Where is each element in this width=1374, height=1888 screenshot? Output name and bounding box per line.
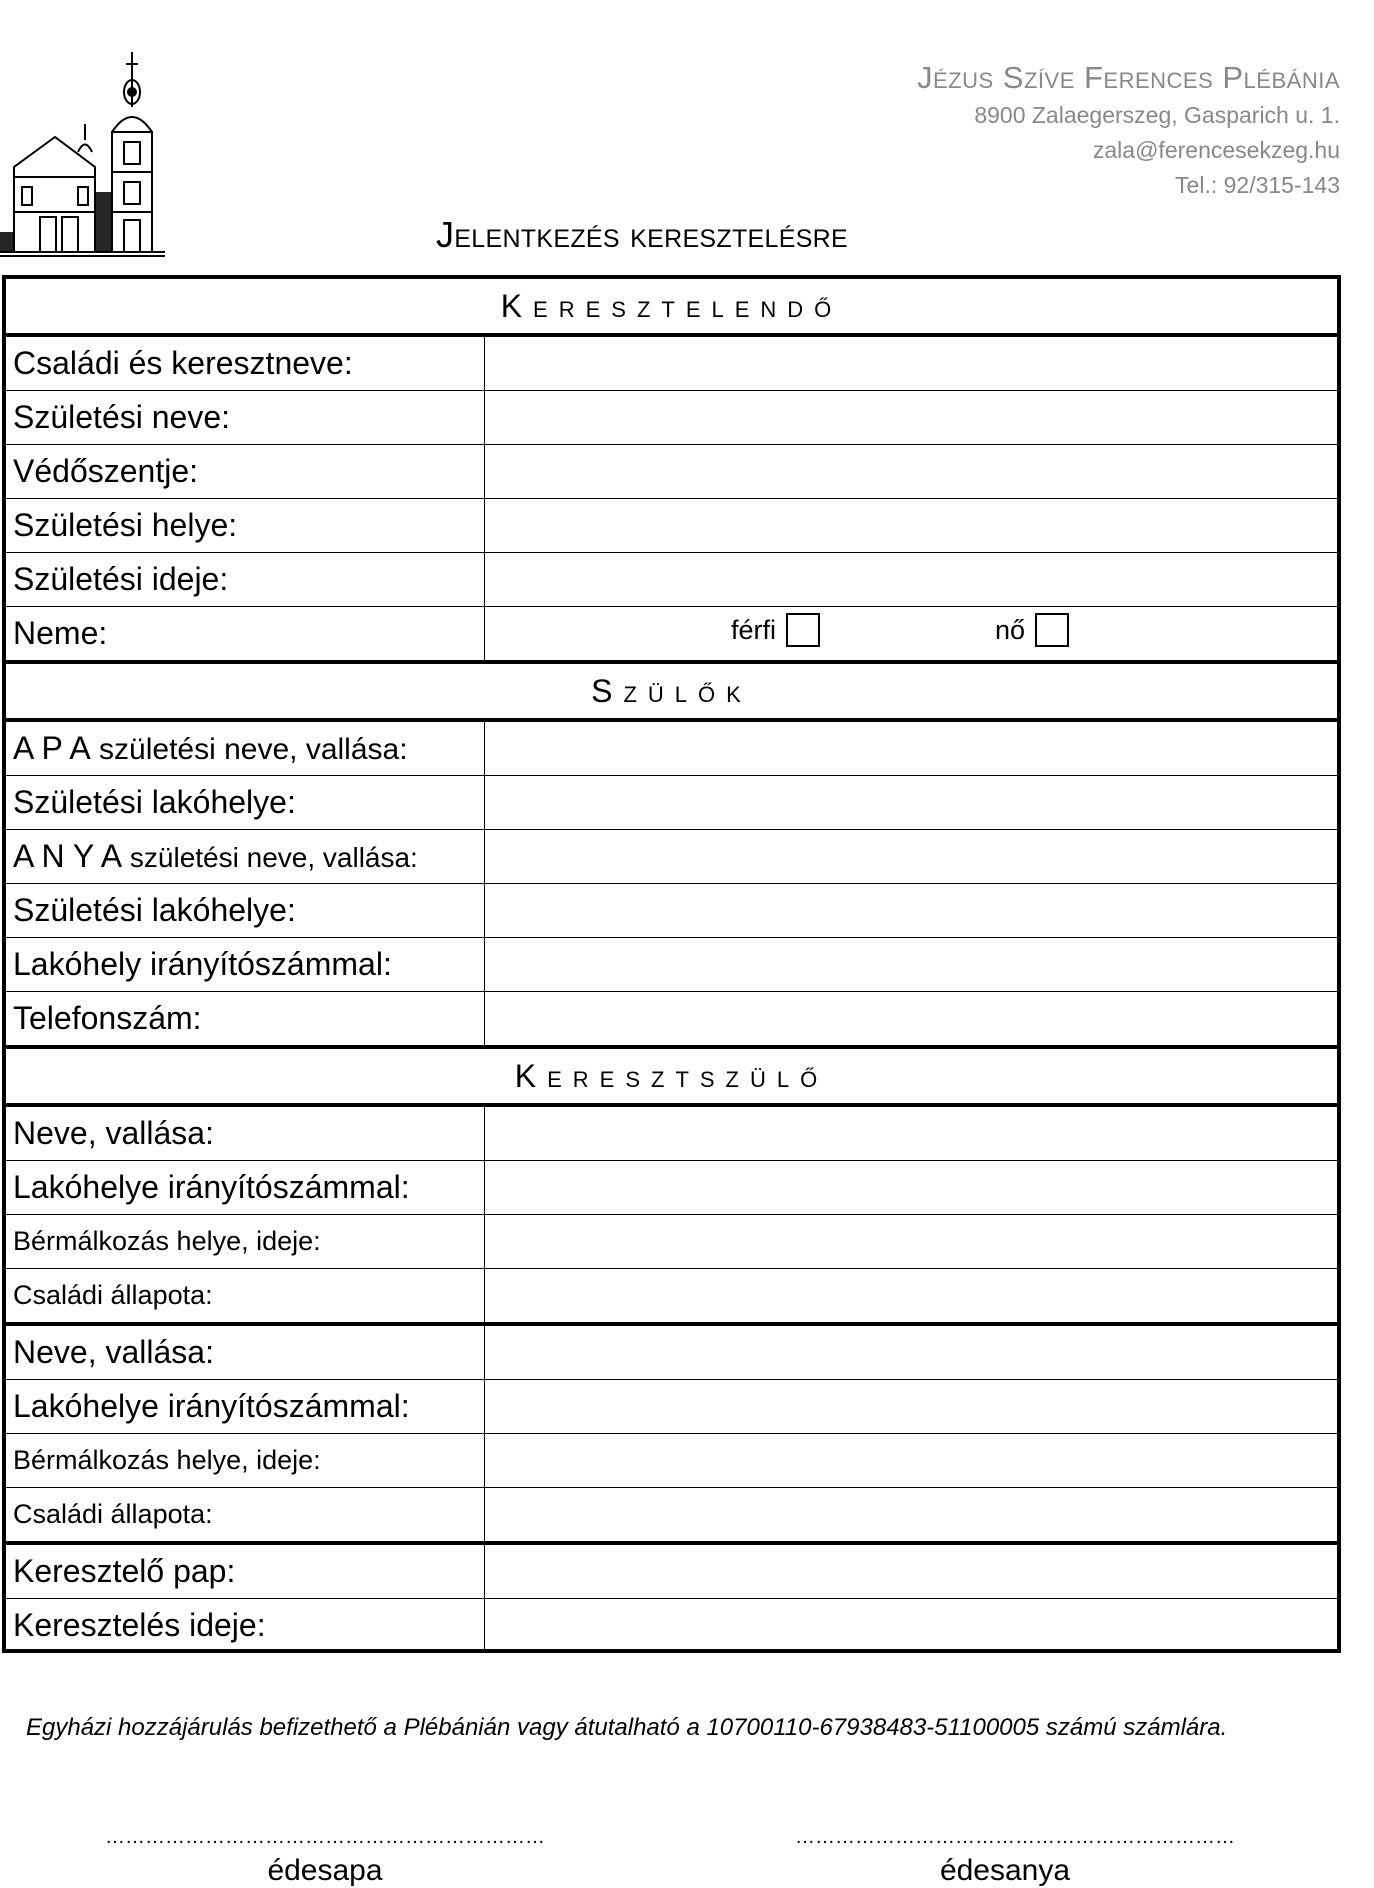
father-signature <box>105 1828 545 1888</box>
parish-phone: Tel.: 92/315-143 <box>1175 172 1340 198</box>
form-row <box>3 1434 1341 1488</box>
field-label: Bérmálkozás helye, ideje: <box>3 1215 485 1269</box>
father-label: születési neve, vallása: <box>90 733 408 766</box>
female-checkbox[interactable] <box>1035 613 1069 647</box>
parish-header <box>917 58 1340 203</box>
mother-residence-field[interactable] <box>485 884 1341 938</box>
birth-place-field[interactable] <box>485 499 1341 553</box>
field-label: Születési ideje: <box>3 553 485 607</box>
form-row <box>3 445 1341 499</box>
document-title: Jelentkezés keresztelésre <box>436 214 849 255</box>
field-label: Bérmálkozás helye, ideje: <box>3 1434 485 1488</box>
gender-male-option[interactable] <box>731 613 820 647</box>
section-header-godparent <box>3 1047 1341 1105</box>
section-header-candidate <box>3 277 1341 335</box>
form-row <box>3 499 1341 553</box>
field-label: Keresztelő pap: <box>3 1543 485 1599</box>
field-label: Családi állapota: <box>3 1488 485 1544</box>
parish-address: 8900 Zalaegerszeg, Gasparich u. 1. <box>974 102 1340 128</box>
form-row <box>3 553 1341 607</box>
godparent1-marital-field[interactable] <box>485 1269 1341 1325</box>
field-label: Keresztelés ideje: <box>3 1599 485 1653</box>
form-row <box>3 1599 1341 1653</box>
godparent2-name-field[interactable] <box>485 1324 1341 1380</box>
form-row <box>3 1324 1341 1380</box>
parish-email: zala@ferencesekzeg.hu <box>1092 137 1340 163</box>
priest-field[interactable] <box>485 1543 1341 1599</box>
father-signature-label: édesapa <box>267 1854 383 1887</box>
phone-field[interactable] <box>485 992 1341 1048</box>
gender-field <box>485 607 1341 663</box>
field-label: Lakóhelye irányítószámmal: <box>3 1380 485 1434</box>
godparent2-address-field[interactable] <box>485 1380 1341 1434</box>
form-row <box>3 1161 1341 1215</box>
field-label: Lakóhely irányítószámmal: <box>3 938 485 992</box>
section-heading: Keresztszülő <box>3 1047 1341 1105</box>
section-heading: Szülők <box>3 662 1341 720</box>
gender-female-option[interactable] <box>995 613 1069 647</box>
form-row <box>3 335 1341 391</box>
form-row <box>3 1105 1341 1161</box>
field-label: Születési lakóhelye: <box>3 776 485 830</box>
field-label: Születési helye: <box>3 499 485 553</box>
patron-saint-field[interactable] <box>485 445 1341 499</box>
form-row <box>3 1488 1341 1544</box>
field-label: Védőszentje: <box>3 445 485 499</box>
form-row <box>3 884 1341 938</box>
godparent2-marital-field[interactable] <box>485 1488 1341 1544</box>
father-name-field[interactable] <box>485 720 1341 776</box>
field-label: Születési neve: <box>3 391 485 445</box>
section-heading: Keresztelendő <box>3 277 1341 335</box>
signature-line: ………………………………………………………… <box>105 1826 545 1848</box>
form-row <box>3 391 1341 445</box>
form-row <box>3 607 1341 663</box>
female-label: nő <box>995 614 1026 645</box>
field-label: Családi állapota: <box>3 1269 485 1325</box>
mother-signature <box>795 1826 1235 1888</box>
signature-line: ………………………………………………………… <box>795 1826 1235 1848</box>
field-label: Telefonszám: <box>3 992 485 1048</box>
godparent1-confirmation-field[interactable] <box>485 1215 1341 1269</box>
field-label <box>3 720 485 776</box>
field-label: Családi és keresztneve: <box>3 335 485 391</box>
birth-name-field[interactable] <box>485 391 1341 445</box>
form-row <box>3 720 1341 776</box>
form-row <box>3 1543 1341 1599</box>
field-label: Neve, vallása: <box>3 1105 485 1161</box>
form-row <box>3 938 1341 992</box>
field-label: Születési lakóhelye: <box>3 884 485 938</box>
field-label: Neve, vallása: <box>3 1324 485 1380</box>
form-row <box>3 776 1341 830</box>
godparent1-name-field[interactable] <box>485 1105 1341 1161</box>
baptism-form <box>2 275 1341 1653</box>
payment-note: Egyházi hozzájárulás befizethető a Plébánián vagy átutalható a 10700110-67938483-51100005 számú számlára. <box>26 1714 1228 1741</box>
family-name-field[interactable] <box>485 335 1341 391</box>
birth-date-field[interactable] <box>485 553 1341 607</box>
parish-name: Jézus Szíve Ferences Plébánia <box>917 60 1340 95</box>
form-row <box>3 1215 1341 1269</box>
form-row <box>3 992 1341 1048</box>
church-logo <box>0 52 165 258</box>
mother-label: születési neve, vallása: <box>122 842 418 873</box>
mother-prefix: A N Y A <box>13 838 123 874</box>
mother-signature-label: édesanya <box>939 1854 1071 1887</box>
father-residence-field[interactable] <box>485 776 1341 830</box>
field-label: Neme: <box>3 607 485 663</box>
godparent1-address-field[interactable] <box>485 1161 1341 1215</box>
form-row <box>3 1380 1341 1434</box>
field-label <box>3 830 485 884</box>
godparent2-confirmation-field[interactable] <box>485 1434 1341 1488</box>
parents-address-field[interactable] <box>485 938 1341 992</box>
mother-name-field[interactable] <box>485 830 1341 884</box>
form-row <box>3 1269 1341 1325</box>
field-label: Lakóhelye irányítószámmal: <box>3 1161 485 1215</box>
father-prefix: A P A <box>13 730 91 766</box>
form-row <box>3 830 1341 884</box>
baptism-date-field[interactable] <box>485 1599 1341 1653</box>
male-label: férfi <box>731 614 777 645</box>
male-checkbox[interactable] <box>786 613 820 647</box>
section-header-parents <box>3 662 1341 720</box>
